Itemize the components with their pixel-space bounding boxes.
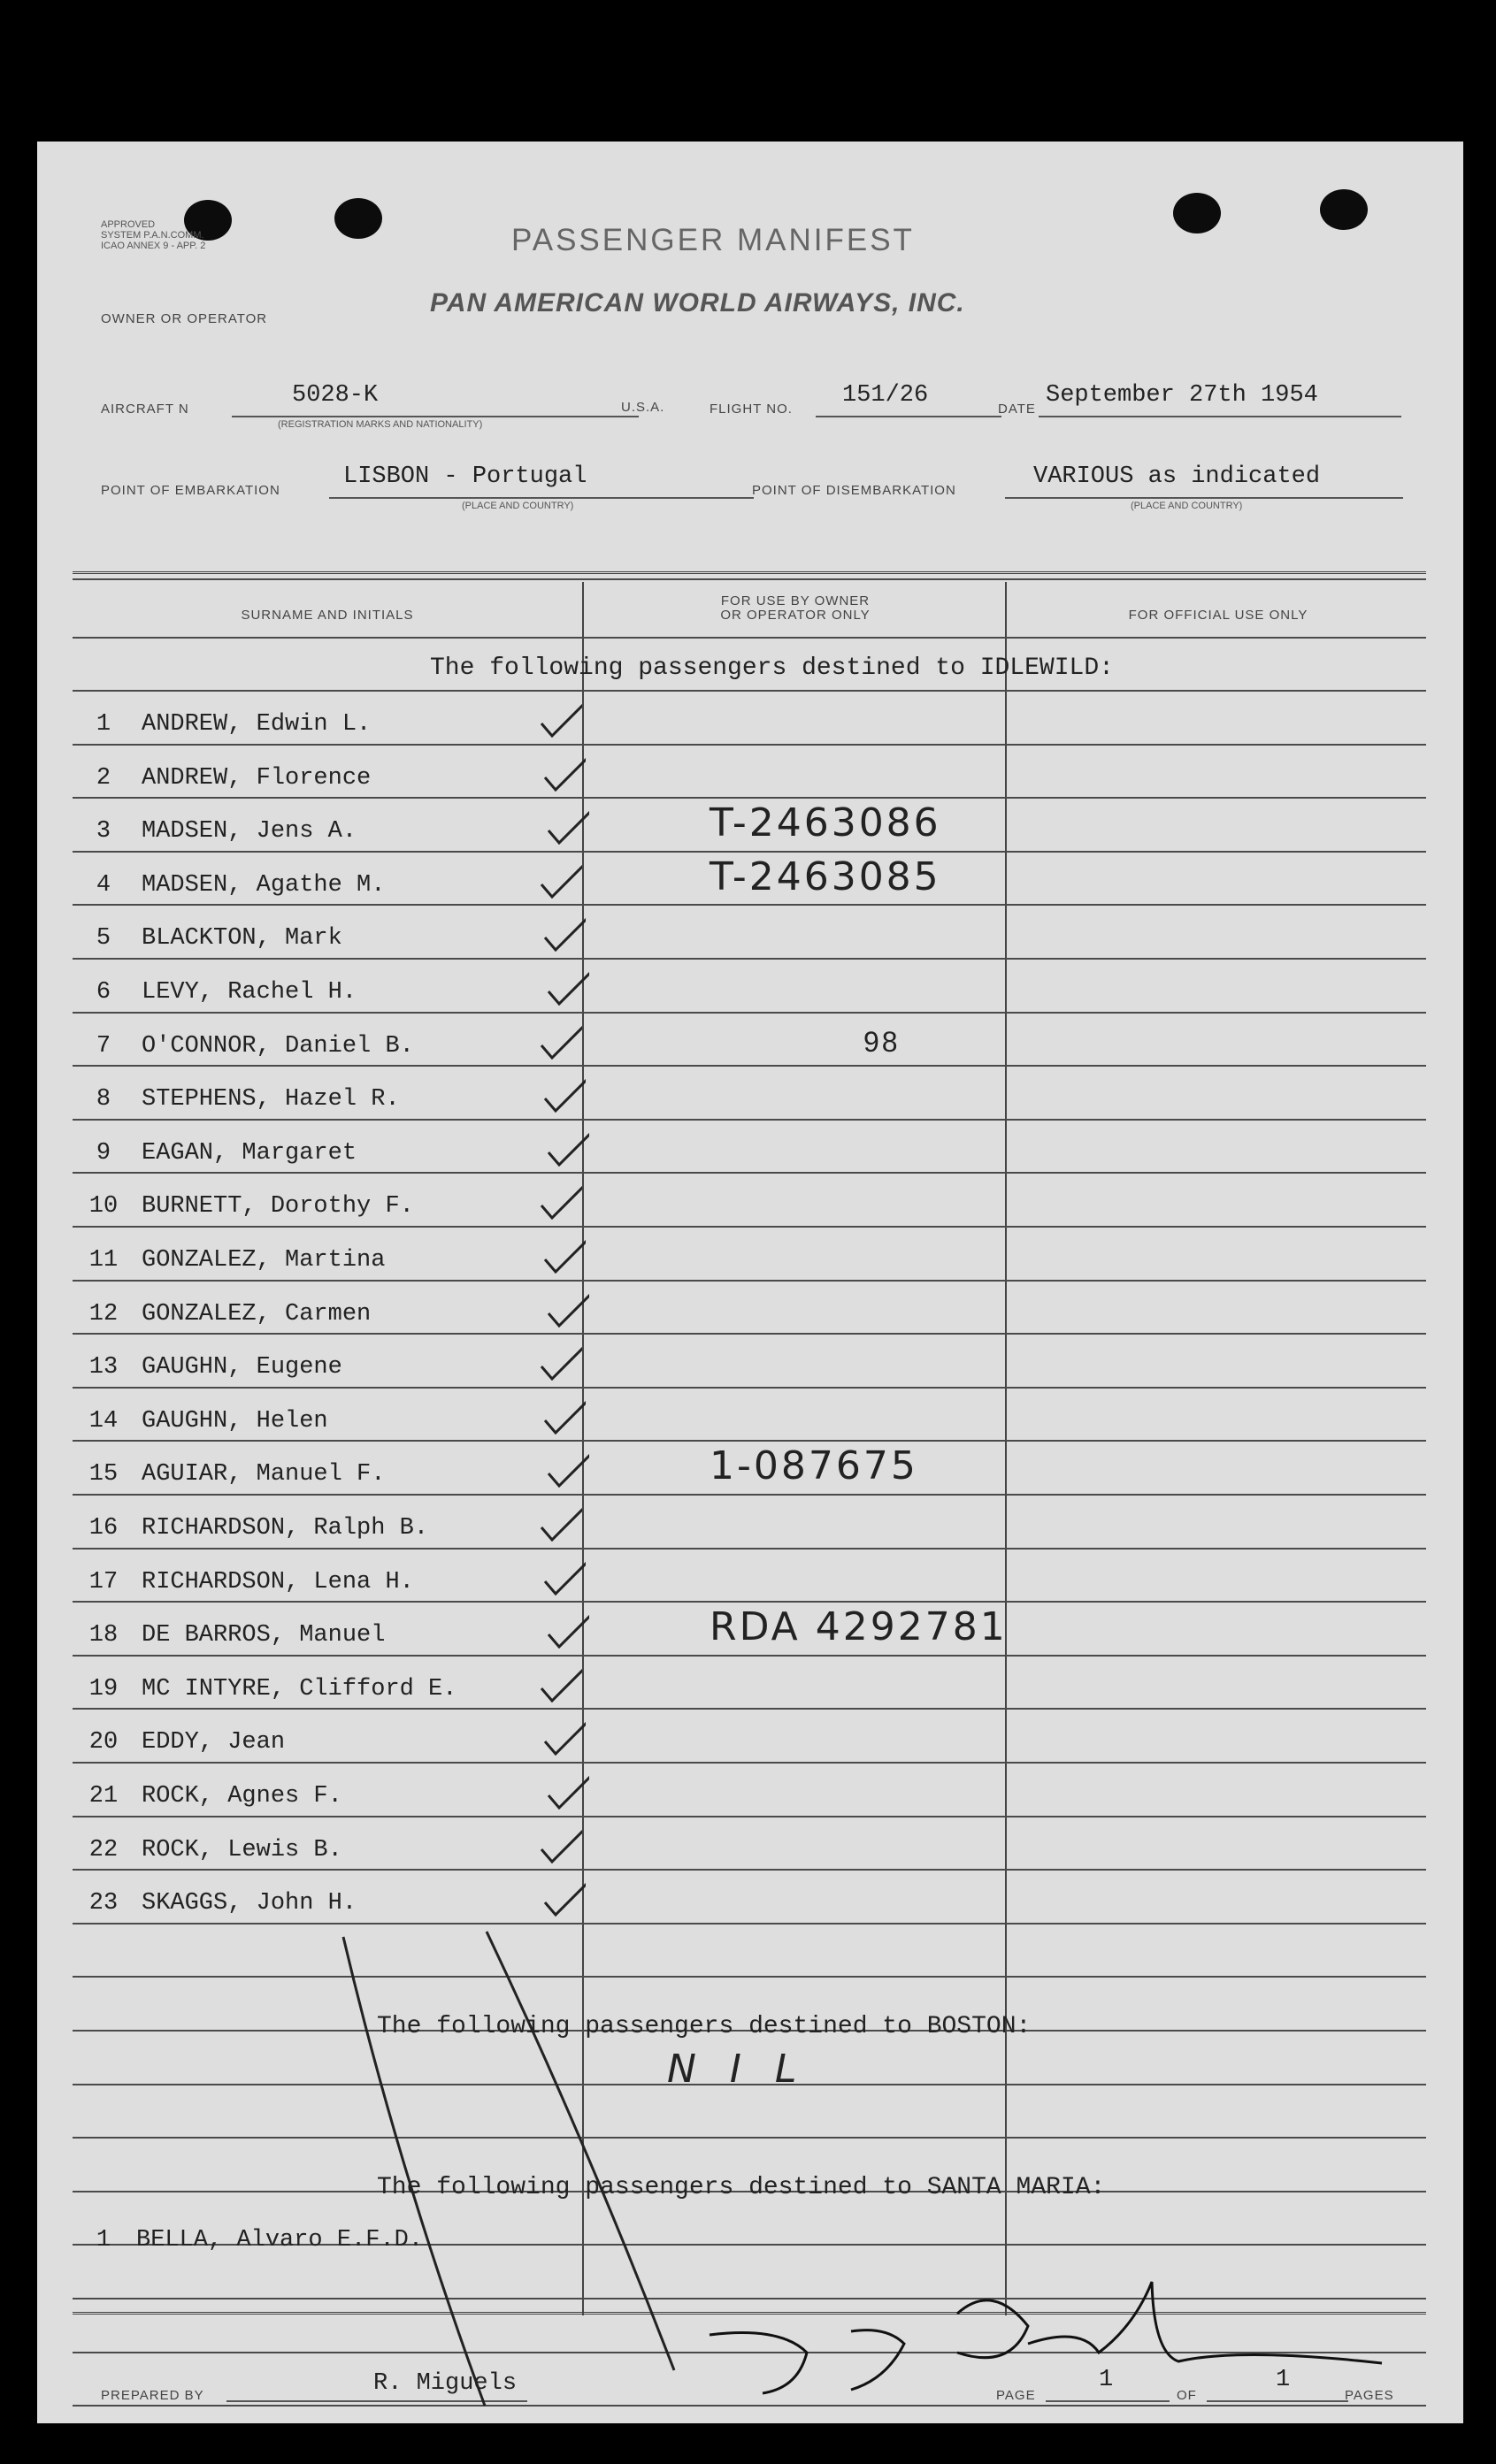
checkmark-icon xyxy=(541,1233,586,1274)
table-row: 20 EDDY, Jean xyxy=(88,1729,286,1756)
disembarkation-label: POINT OF DISEMBARKATION xyxy=(752,483,956,498)
checkmark-icon xyxy=(538,1501,582,1542)
checkmark-icon xyxy=(538,1662,582,1703)
page-total: 1 xyxy=(1276,2367,1291,2393)
disembarkation-value: VARIOUS as indicated xyxy=(1033,463,1321,490)
owner-label: OWNER OR OPERATOR xyxy=(101,311,268,326)
table-row: 13 GAUGHN, Eugene xyxy=(88,1354,342,1381)
boston-nil-handwriting: N I L xyxy=(667,2047,808,2092)
table-row: 5 BLACKTON, Mark xyxy=(96,925,342,953)
checkmark-icon xyxy=(541,1072,586,1113)
aircraft-value: 5028-K xyxy=(292,382,379,409)
section-idlewild: The following passengers destined to IDLEWILD: xyxy=(430,654,1114,682)
checkmark-icon xyxy=(538,1019,582,1060)
checkmark-icon xyxy=(545,804,589,845)
table-row: 21 ROCK, Agnes F. xyxy=(88,1783,342,1810)
table-row: 23 SKAGGS, John H. xyxy=(88,1890,357,1917)
cancel-stroke xyxy=(343,1937,485,2406)
table-row: 10 BURNETT, Dorothy F. xyxy=(88,1193,414,1221)
table-row: 14 GAUGHN, Helen xyxy=(88,1407,328,1435)
handwritten-note: T-2463086 xyxy=(710,800,941,846)
aircraft-sublabel: (REGISTRATION MARKS AND NATIONALITY) xyxy=(278,419,483,430)
manifest-sheet xyxy=(37,142,1463,2423)
approval-stamp: APPROVED SYSTEM P.A.N.COMM. ICAO ANNEX 9 - APP. 2 xyxy=(101,219,206,251)
embarkation-value: LISBON - Portugal xyxy=(343,463,587,490)
airline-name: PAN AMERICAN WORLD AIRWAYS, INC. xyxy=(430,288,965,318)
checkmark-icon xyxy=(541,911,586,952)
handwritten-note: T-2463085 xyxy=(710,853,941,899)
checkmark-icon xyxy=(541,751,586,792)
handwritten-note: 98 xyxy=(863,1025,901,1058)
checkmark-icon xyxy=(545,1608,589,1649)
page-number: 1 xyxy=(1099,2367,1114,2393)
signature xyxy=(710,2282,1382,2393)
table-row: 8 STEPHENS, Hazel R. xyxy=(96,1086,400,1113)
table-row: 16 RICHARDSON, Ralph B. xyxy=(88,1515,429,1542)
table-row: 2 ANDREW, Florence xyxy=(96,764,372,792)
checkmark-icon xyxy=(545,965,589,1006)
prepared-by-value: R. Miguels xyxy=(373,2370,518,2397)
handwriting-overlay xyxy=(37,142,1463,2423)
flight-value: 151/26 xyxy=(842,382,929,409)
column-header-operator: FOR USE BY OWNER OR OPERATOR ONLY xyxy=(720,593,871,623)
table-row: 17 RICHARDSON, Lena H. xyxy=(88,1568,414,1595)
embarkation-sublabel: (PLACE AND COUNTRY) xyxy=(462,501,574,511)
prepared-by-label: PREPARED BY xyxy=(101,2388,204,2403)
checkmark-icon xyxy=(538,1340,582,1381)
table-row: 12 GONZALEZ, Carmen xyxy=(88,1300,372,1328)
list-item: 1 BELLA, Alvaro E.F.D. xyxy=(96,2227,424,2254)
table-row: 1 ANDREW, Edwin L. xyxy=(96,711,372,738)
checkmark-icon xyxy=(538,858,582,899)
table-row: 15 AGUIAR, Manuel F. xyxy=(88,1461,386,1488)
handwritten-note: RDA 4292781 xyxy=(710,1604,1008,1650)
column-header-official: FOR OFFICIAL USE ONLY xyxy=(1128,608,1308,623)
checkmark-icon xyxy=(545,1287,589,1328)
checkmark-icon xyxy=(545,1126,589,1167)
table-row: 4 MADSEN, Agathe M. xyxy=(96,871,386,899)
table-row: 3 MADSEN, Jens A. xyxy=(96,818,357,846)
checkmark-icon xyxy=(541,1394,586,1435)
section-boston: The following passengers destined to BOSTON: xyxy=(377,2013,1032,2040)
checkmark-icon xyxy=(541,1876,586,1917)
checkmark-icon xyxy=(541,1715,586,1756)
embarkation-label: POINT OF EMBARKATION xyxy=(101,483,280,498)
table-row: 11 GONZALEZ, Martina xyxy=(88,1247,386,1274)
checkmark-icon xyxy=(538,1179,582,1220)
table-row: 19 MC INTYRE, Clifford E. xyxy=(88,1675,457,1703)
table-row: 22 ROCK, Lewis B. xyxy=(88,1836,342,1863)
usa-label: U.S.A. xyxy=(621,400,665,415)
checkmark-icon xyxy=(545,1769,589,1810)
table-row: 9 EAGAN, Margaret xyxy=(96,1139,357,1167)
checkmark-icon xyxy=(545,1447,589,1488)
date-value: September 27th 1954 xyxy=(1046,382,1318,409)
column-header-surname: SURNAME AND INITIALS xyxy=(241,608,414,623)
table-row: 18 DE BARROS, Manuel xyxy=(88,1622,386,1649)
table-row: 7 O'CONNOR, Daniel B. xyxy=(96,1032,414,1060)
table-row: 6 LEVY, Rachel H. xyxy=(96,979,357,1006)
section-santa-maria: The following passengers destined to SANTA MARIA: xyxy=(377,2174,1106,2201)
pages-label: PAGES xyxy=(1345,2388,1394,2403)
page-label: PAGE xyxy=(996,2388,1036,2403)
checkmark-icon xyxy=(538,1823,582,1863)
of-label: OF xyxy=(1177,2388,1197,2403)
aircraft-label: AIRCRAFT N xyxy=(101,402,189,417)
cancel-stroke xyxy=(487,1932,674,2370)
checkmark-icon xyxy=(541,1555,586,1595)
page-title: PASSENGER MANIFEST xyxy=(511,223,915,257)
handwritten-note: 1-087675 xyxy=(710,1443,918,1489)
checkmark-icon xyxy=(538,697,582,738)
flight-label: FLIGHT NO. xyxy=(710,402,793,417)
disembarkation-sublabel: (PLACE AND COUNTRY) xyxy=(1131,501,1243,511)
date-label: DATE xyxy=(998,402,1036,417)
